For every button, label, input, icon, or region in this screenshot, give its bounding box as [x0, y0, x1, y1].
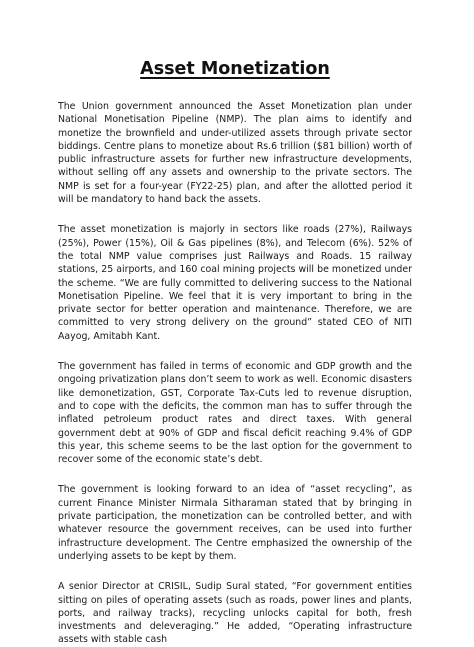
paragraph-asset-recycling: The government is looking forward to an idea of “asset recycling”, as current Finance Minister Nirmala Sitharaman stated that by bringing in private participation, the monetization can be controlled better, and with whatever resource the government receives, can be used into further infrastructure development. The Centre emphasized the ownership of the underlying assets to be kept by them.: [58, 484, 412, 562]
paragraph-sector-breakdown: The asset monetization is majorly in sectors like roads (27%), Railways (25%), Power (15%), Oil & Gas pipelines (8%), and Telecom (6%). 52% of the total NMP value comprises just Railways and Roads. 15 railway stations, 25 airports, and 160 coal mining projects will be monetized under the scheme. “We are fully committed to delivering success to the National Monetisation Pipeline. We feel that it is very important to bring in the private sector for better operation and maintenance. Therefore, we are committed to very strong delivery on the ground” stated CEO of NITI Aayog, Amitabh Kant.: [58, 224, 412, 342]
paragraph-crisil-quote: A senior Director at CRISIL, Sudip Sural stated, “For government entities sitting on piles of operating assets (such as roads, power lines and plants, ports, and railway tracks), recycling unlocks capital for both, fresh investments and deleveraging.” He added, “Operating infrastructure assets with stable cash: [58, 581, 412, 646]
paragraph-nmp-announcement: The Union government announced the Asset Monetization plan under National Monetisation Pipeline (NMP). The plan aims to identify and monetize the brownfield and under-utilized assets through private sector biddings. Centre plans to monetize about Rs.6 trillion ($81 billion) worth of public infrastructure assets for further new infrastructure developments, without selling off any assets and ownership to the private sectors. The NMP is set for a four-year (FY22-25) plan, and after the allotted period it will be mandatory to hand back the assets.: [58, 101, 412, 206]
paragraph-economic-failures: The government has failed in terms of economic and GDP growth and the ongoing privatization plans don’t seem to work as well. Economic disasters like demonetization, GST, Corporate Tax-Cuts led to revenue disruption, and to cope with the deficits, the common man has to suffer through the inflated petroleum product rates and direct taxes. With general government debt at 90% of GDP and fiscal deficit reaching 9.4% of GDP this year, this scheme seems to be the last option for the government to recover some of the economic state’s debt.: [58, 361, 412, 466]
document-title: Asset Monetization: [140, 59, 330, 79]
